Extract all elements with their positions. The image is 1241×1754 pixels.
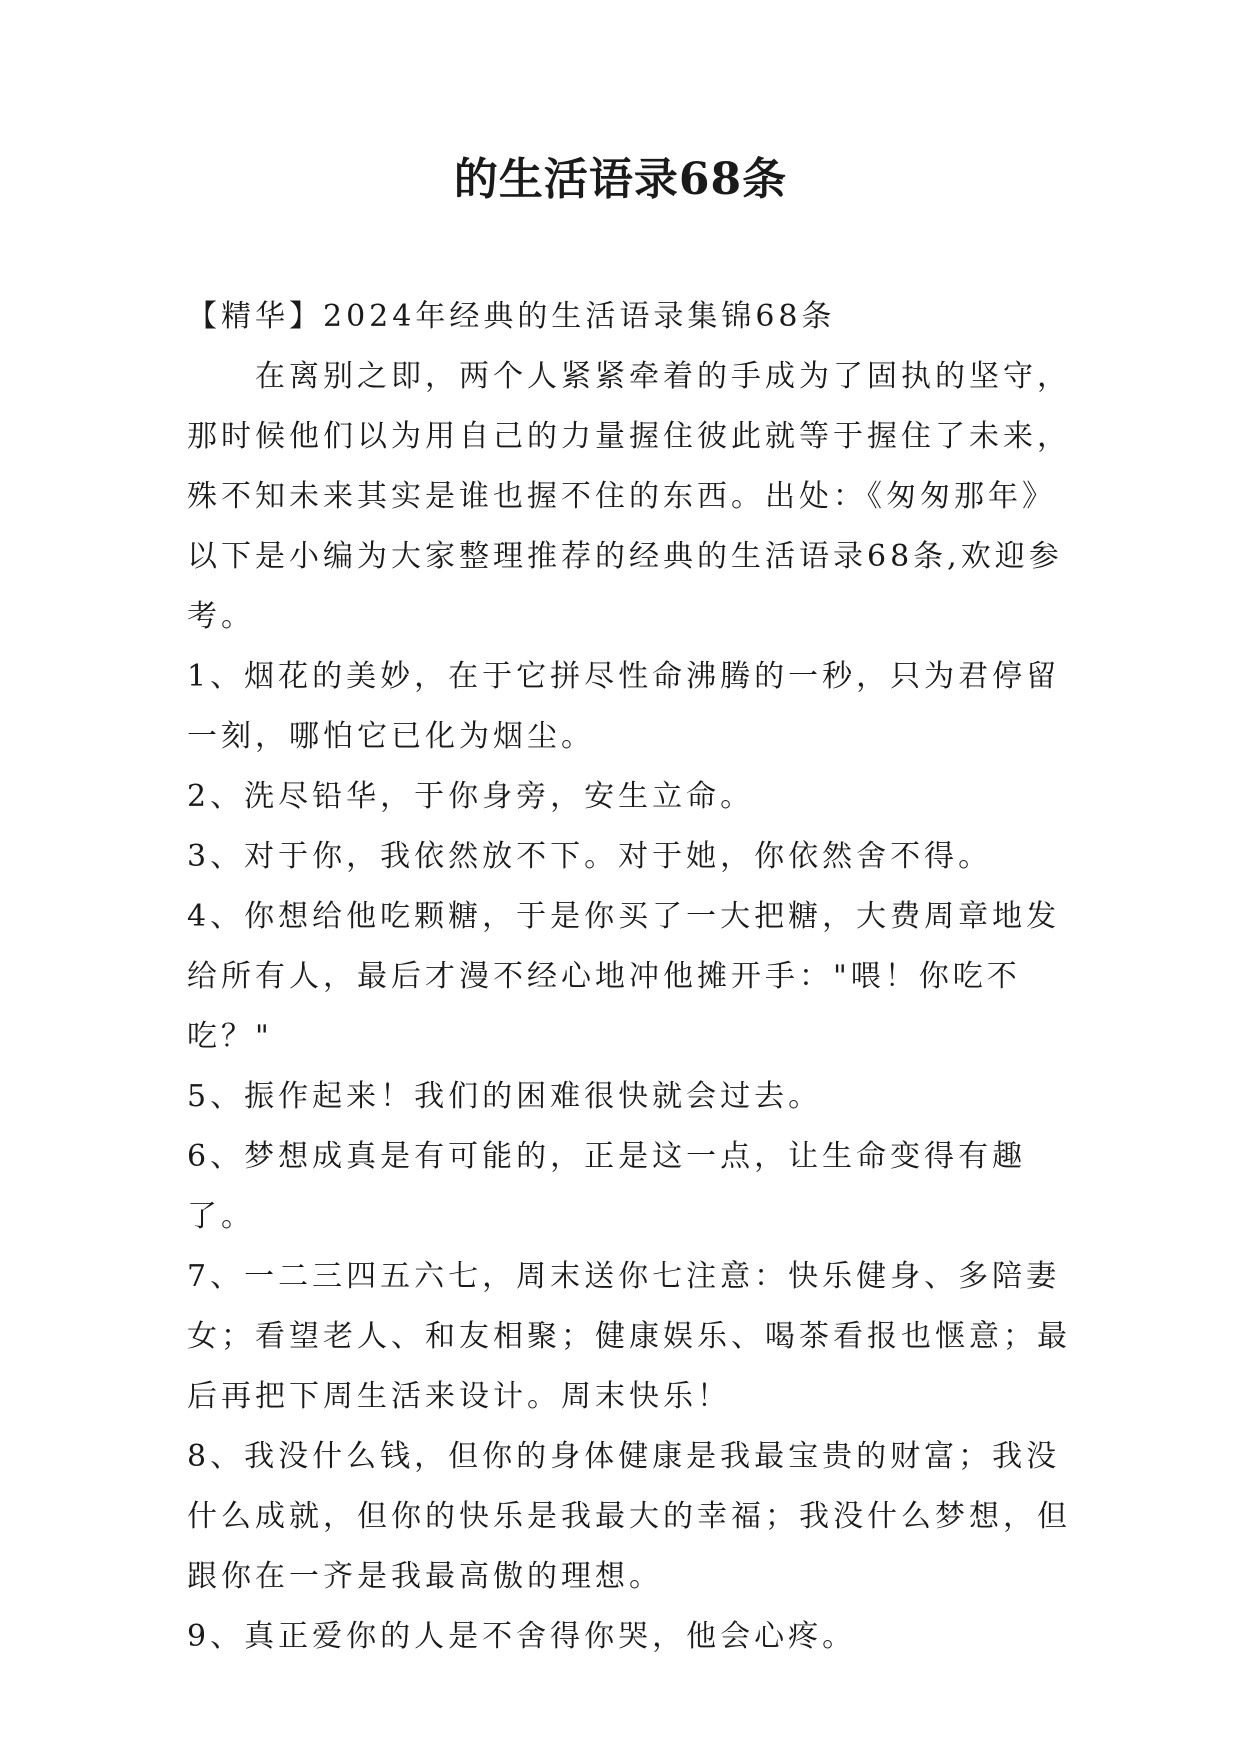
- list-item: 3、对于你，我依然放不下。对于她，你依然舍不得。: [187, 839, 993, 874]
- list-item: 9、真正爱你的人是不舍得你哭，他会心疼。: [187, 1619, 857, 1654]
- subtitle-paragraph: 【精华】2024年经典的生活语录集锦68条: [187, 299, 836, 334]
- list-item: 8、我没什么钱，但你的身体健康是我最宝贵的财富；我没什么成就，但你的快乐是我最大的幸福；我没什么梦想，但跟你在一齐是我最高傲的理想。: [187, 1439, 1071, 1594]
- list-item: 5、振作起来！我们的困难很快就会过去。: [187, 1079, 823, 1114]
- list-item: 7、一二三四五六七，周末送你七注意：快乐健身、多陪妻女；看望老人、和友相聚；健康娱乐、喝茶看报也惬意；最后再把下周生活来设计。周末快乐！: [187, 1259, 1071, 1414]
- list-item: 2、洗尽铅华，于你身旁，安生立命。: [187, 779, 755, 814]
- document-title: 的生活语录68条: [453, 154, 788, 205]
- list-item: 4、你想给他吃颗糖，于是你买了一大把糖，大费周章地发给所有人，最后才漫不经心地冲他摊开手："喂！你吃不吃？": [187, 899, 1061, 1054]
- list-item: 1、烟花的美妙，在于它拼尽性命沸腾的一秒，只为君停留一刻，哪怕它已化为烟尘。: [187, 659, 1061, 754]
- list-item: 6、梦想成真是有可能的，正是这一点，让生命变得有趣了。: [187, 1139, 1027, 1234]
- document-body: [187, 287, 1077, 1667]
- intro-paragraph: 以下是小编为大家整理推荐的经典的生活语录68条,欢迎参考。: [187, 539, 1063, 634]
- quote-paragraph: 在离别之即，两个人紧紧牵着的手成为了固执的坚守，那时候他们以为用自己的力量握住彼此就等于握住了未来，殊不知未来其实是谁也握不住的东西。出处：《匆匆那年》: [187, 359, 1071, 514]
